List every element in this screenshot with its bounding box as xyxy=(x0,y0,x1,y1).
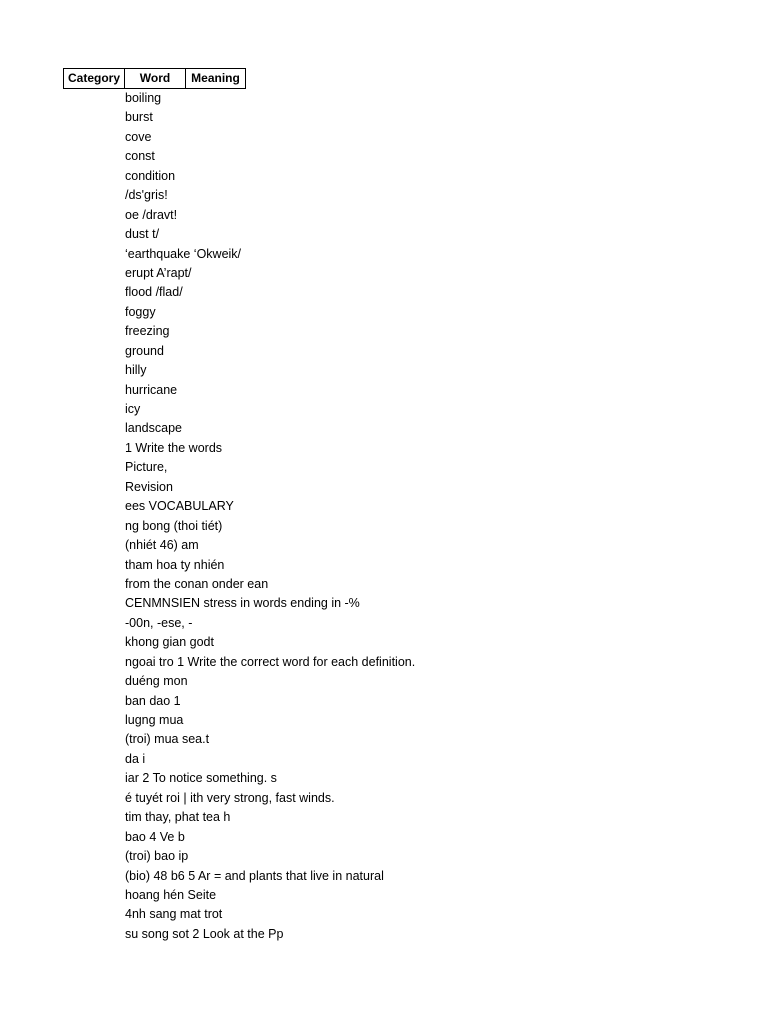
word-cell[interactable]: from the conan onder ean xyxy=(125,576,269,591)
word-cell[interactable]: (troi) bao ip xyxy=(125,849,189,864)
word-cell[interactable]: ng bong (thoi tiét) xyxy=(125,518,223,533)
word-cell[interactable]: lugng mua xyxy=(125,713,184,727)
word-cell[interactable]: dust t/ xyxy=(125,227,160,242)
word-cell[interactable]: ees VOCABULARY xyxy=(125,499,234,514)
word-cell[interactable]: hoang hén Seite xyxy=(125,887,217,902)
word-cell[interactable]: condition xyxy=(125,168,176,183)
word-cell[interactable]: const xyxy=(125,149,155,164)
word-cell[interactable]: ground xyxy=(125,343,164,358)
header-category[interactable]: Category xyxy=(64,69,125,88)
word-cell[interactable]: tim thay, phat tea h xyxy=(125,810,231,825)
word-cell[interactable]: hilly xyxy=(125,363,147,378)
word-cell[interactable]: ngoai tro 1 Write the correct word for each definition. xyxy=(125,654,416,669)
word-cell[interactable]: burst xyxy=(125,110,153,125)
word-cell[interactable]: bao 4 Ve b xyxy=(125,829,185,844)
word-cell[interactable]: -00n, -ese, - xyxy=(125,615,193,630)
word-cell[interactable]: é tuyét roi | ith very strong, fast winds. xyxy=(125,790,335,805)
word-cell[interactable]: Picture, xyxy=(125,460,168,475)
header-meaning[interactable]: Meaning xyxy=(191,71,240,85)
word-cell[interactable]: 1 Write the words xyxy=(125,440,223,455)
word-cell[interactable]: iar 2 To notice something. s xyxy=(125,771,277,786)
header-word[interactable]: Word xyxy=(125,69,186,88)
word-cell[interactable]: boiling xyxy=(125,91,162,105)
word-cell[interactable]: icy xyxy=(125,402,141,416)
word-cell[interactable]: su song sot 2 Look at the Pp xyxy=(125,926,284,941)
word-cell[interactable]: Revision xyxy=(125,479,173,494)
word-cell[interactable]: cove xyxy=(125,129,152,144)
word-cell[interactable]: (nhiét 46) am xyxy=(125,538,199,553)
word-cell[interactable]: da i xyxy=(125,751,146,766)
word-cell[interactable]: 4nh sang mat trot xyxy=(125,907,223,922)
word-cell[interactable]: foggy xyxy=(125,304,156,319)
word-cell[interactable]: khong gian godt xyxy=(125,635,214,650)
word-cell[interactable]: oe /dravt! xyxy=(125,207,178,222)
word-cell[interactable]: erupt A’rapt/ xyxy=(125,265,192,280)
word-cell[interactable]: landscape xyxy=(125,421,182,436)
word-column xyxy=(125,89,415,944)
word-cell[interactable]: CENMNSIEN stress in words ending in -% xyxy=(125,596,360,611)
word-cell[interactable]: (bio) 48 b6 5 Ar = and plants that live in natural xyxy=(125,868,384,883)
word-cell[interactable]: duéng mon xyxy=(125,674,188,689)
word-cell[interactable]: flood /flad/ xyxy=(125,285,183,300)
word-cell[interactable]: freezing xyxy=(125,324,170,339)
word-cell[interactable]: hurricane xyxy=(125,382,178,397)
word-cell[interactable]: ban dao 1 xyxy=(125,693,181,708)
table-header-row xyxy=(63,68,246,89)
word-cell[interactable]: ‘earthquake ‘Okweik/ xyxy=(125,246,242,261)
word-cell[interactable]: tham hoa ty nhién xyxy=(125,557,225,572)
word-cell[interactable]: (troi) mua sea.t xyxy=(125,732,210,747)
word-cell[interactable]: /ds'gris! xyxy=(125,188,168,203)
